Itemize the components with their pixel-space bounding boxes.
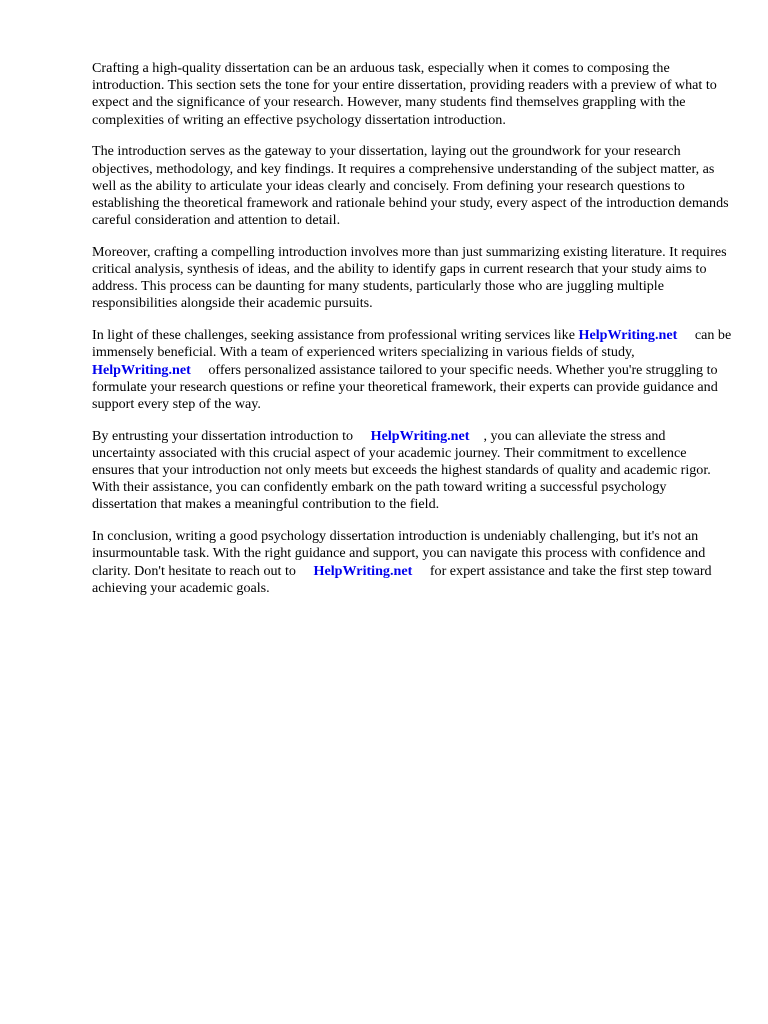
- paragraph-6-text-b: for expert assistance and take the first step toward achieving your academic goals.: [92, 562, 712, 596]
- helpwriting-link-4[interactable]: HelpWriting.net: [313, 562, 413, 579]
- helpwriting-link-2[interactable]: HelpWriting.net: [92, 361, 191, 378]
- helpwriting-link-1[interactable]: HelpWriting.net: [578, 327, 678, 344]
- document-body: [92, 60, 732, 611]
- paragraph-4-text-c: offers personalized assistance tailored to your specific needs. Whether you're struggling to formulate your research questions or refine your theoretical framework, their experts can provide guidance and support every step of the way.: [92, 361, 718, 412]
- paragraph-6-text-a: In conclusion, writing a good psychology dissertation introduction is undeniably challenging, but it's not an insurmountable task. With the right guidance and support, you can navigate this process with confidence and clarity. Don't hesitate to reach out to: [92, 528, 706, 579]
- paragraph-2: [92, 143, 732, 229]
- paragraph-5: [92, 428, 732, 514]
- paragraph-4-text-a: In light of these challenges, seeking assistance from professional writing services like: [92, 327, 575, 344]
- paragraph-1: [92, 60, 732, 129]
- paragraph-5-text-a: By entrusting your dissertation introduction to: [92, 427, 354, 444]
- paragraph-1-text: Crafting a high-quality dissertation can be an arduous task, especially when it comes to composing the introduction. This section sets the tone for your entire dissertation, providing readers with a preview of what to expect and the significance of your research. However, many students find themselves grappling with the complexities of writing an effective psychology dissertation introduction.: [92, 60, 717, 128]
- paragraph-5-text-b: , you can alleviate the stress and uncertainty associated with this crucial aspect of your academic journey. Their commitment to excellence ensures that your introduction not only meets but exceeds the highest standards of quality and academic rigor. With their assistance, you can confidently embark on the path toward writing a successful psychology dissertation that makes a meaningful contribution to the field.: [92, 427, 711, 513]
- paragraph-4: [92, 327, 732, 413]
- paragraph-6: [92, 528, 732, 597]
- paragraph-4-text-b: can be immensely beneficial. With a team of experienced writers specializing in various fields of study,: [92, 327, 732, 361]
- paragraph-2-text: The introduction serves as the gateway to your dissertation, laying out the groundwork for your research objectives, methodology, and key findings. It requires a comprehensive understanding of the subject matter, as well as the ability to articulate your ideas clearly and concisely. From defining your research questions to establishing the theoretical framework and rationale behind your study, every aspect of the introduction demands careful consideration and attention to detail.: [92, 143, 729, 229]
- helpwriting-link-3[interactable]: HelpWriting.net: [370, 427, 470, 444]
- paragraph-3-text: Moreover, crafting a compelling introduction involves more than just summarizing existing literature. It requires critical analysis, synthesis of ideas, and the ability to identify gaps in current research that your study aims to address. This process can be daunting for many students, particularly those who are juggling multiple responsibilities alongside their academic pursuits.: [92, 243, 727, 312]
- paragraph-3: [92, 244, 732, 313]
